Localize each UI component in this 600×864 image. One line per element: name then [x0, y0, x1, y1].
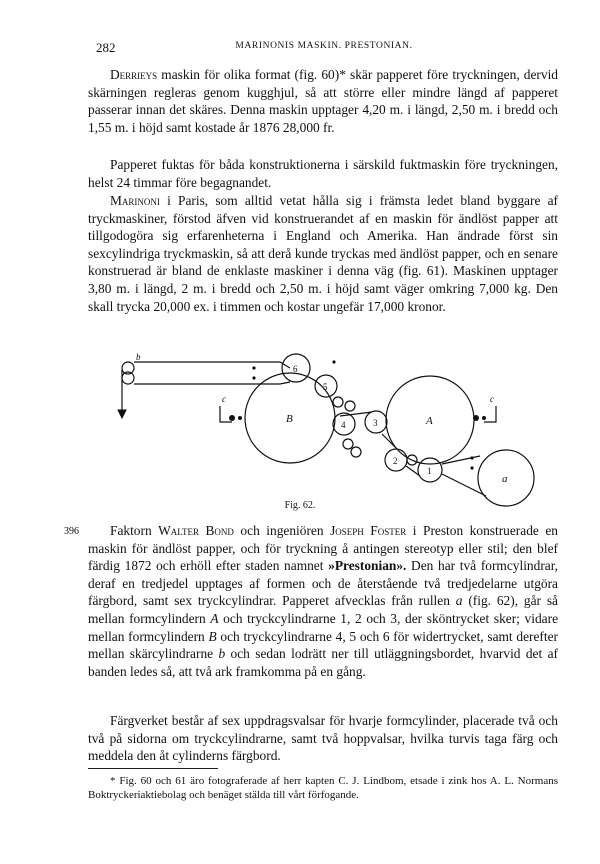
footnote-rule	[88, 768, 218, 769]
text-run: och ingeniören	[233, 523, 331, 538]
label-c-left: c	[222, 394, 226, 404]
label-5: 5	[323, 382, 328, 392]
paragraph-text: Papperet fuktas för båda konstruktionerna i särskild fuktmaskin före tryckningen, helst 24 timmar före begagnandet.	[88, 157, 558, 190]
text-run: och sedan lodrätt ner till utläggningsbordet, hvarvid det af banden ledes så, att två ark framkomma på en gång.	[88, 646, 558, 679]
paragraph-text: maskin för olika format (fig. 60)* skär papperet före tryckningen, dervid skärningen regleras genom kugghjul, så att större eller mindre längd af papperet passerar innan det skäres. Denna maskin upptager 4,20 m. i längd, 2,50 m. i bredd och 1,55 m. i höjd samt kostade år 1876 28,000 fr.	[88, 67, 558, 135]
name-prestonian: »Prestonian».	[328, 558, 407, 574]
name-joseph-foster: Joseph Foster	[330, 523, 407, 538]
text-run: i Preston konstruerade en maskin för ändlöst papper, och för tryckning å antingen stereotyp eller stil; den blef färdig 1872 och erhöll efter staden namnet	[88, 523, 558, 574]
paragraph-text: i Paris, som alltid vetat hålla sig i främsta ledet bland byggare af tryckmaskiner, förstod äfven vid konstruerandet af en maskin för ändlöst papper att tillgodogöra sig erfarenheterna i England och Amerika. Han ändrade först sin sexcylindriga tryckmaskin, så att derå kunde tryckas med ändlöst papper, och en senare konstruerad är bland de enklaste maskiner i denna väg (fig. 61). Maskinen upptager 3,80 m. i längd, 2 m. i bredd och 2,50 m. i höjd samt väger omkring 7,000 kg. Den skall trycka 20,000 ex. i timmen och kostar ungefär 17,000 kronor.	[88, 193, 558, 314]
paper-web-top-2	[134, 382, 290, 384]
label-4: 4	[341, 420, 346, 430]
name-marinoni: Marinoni	[110, 193, 160, 208]
paper-web-top	[134, 362, 290, 368]
label-A: A	[426, 415, 433, 427]
figure-caption: Fig. 62.	[284, 500, 316, 511]
symbol-B: B	[208, 628, 217, 644]
figure-62-diagram	[100, 348, 540, 518]
label-B: B	[286, 413, 293, 425]
paragraph-derrieys	[88, 66, 558, 136]
text-run: och tryckcylindrarne 4, 5 och 6 för widertrycket, samt derefter mellan skärcylindrarne	[88, 628, 558, 662]
page-number: 282	[96, 40, 116, 55]
name-derrieys: Derrieys	[110, 67, 158, 82]
paragraph-text: Färgverket består af sex uppdragsvalsar för hvarje formcylinder, placerade två och två på sidorna om tryckcylindrarne, samt två hoppvalsar, hvilka turvis taga färg och meddela den åt cylinderns färgbord.	[88, 713, 558, 764]
footnote	[88, 774, 558, 802]
label-a: a	[502, 473, 508, 485]
symbol-A: A	[210, 610, 219, 626]
margin-number: 396	[64, 526, 79, 537]
label-6: 6	[293, 364, 298, 374]
symbol-a: a	[455, 593, 463, 609]
paragraph-prestonian	[88, 522, 558, 680]
running-head: MARINONIS MASKIN. PRESTONIAN.	[235, 41, 413, 51]
page-header	[96, 40, 552, 56]
text-run: (fig. 62), går så mellan formcylindern	[88, 593, 559, 626]
footnote-text: * Fig. 60 och 61 äro fotograferade af herr kapten C. J. Lindbom, etsade i zink hos A. L. Normans Boktryckeriaktiebolag och benäget stälda till vårt förfogande.	[88, 775, 558, 801]
paragraph-marinoni	[88, 192, 558, 315]
symbol-b: b	[218, 646, 226, 662]
paragraph-moistening	[88, 156, 558, 191]
label-b: b	[136, 352, 141, 362]
name-walter-bond: Walter Bond	[158, 523, 234, 538]
text-run: Den har två formcylindrar, deraf en tredjedel upptages af formen och de återstående två tredjedelarne utgöra färgbord, samt sex tryckcylindrar. Papperet afvecklas från rullen	[88, 558, 558, 609]
label-1: 1	[427, 466, 432, 476]
label-2: 2	[393, 456, 398, 466]
label-c-right: c	[490, 394, 494, 404]
label-3: 3	[373, 418, 378, 428]
text-run: och tryckcylindrarne 1, 2 och 3, der sköntrycket sker; vidare mellan formcylindern	[88, 610, 559, 644]
paragraph-inking	[88, 712, 558, 765]
text-run: Faktorn	[110, 523, 159, 538]
